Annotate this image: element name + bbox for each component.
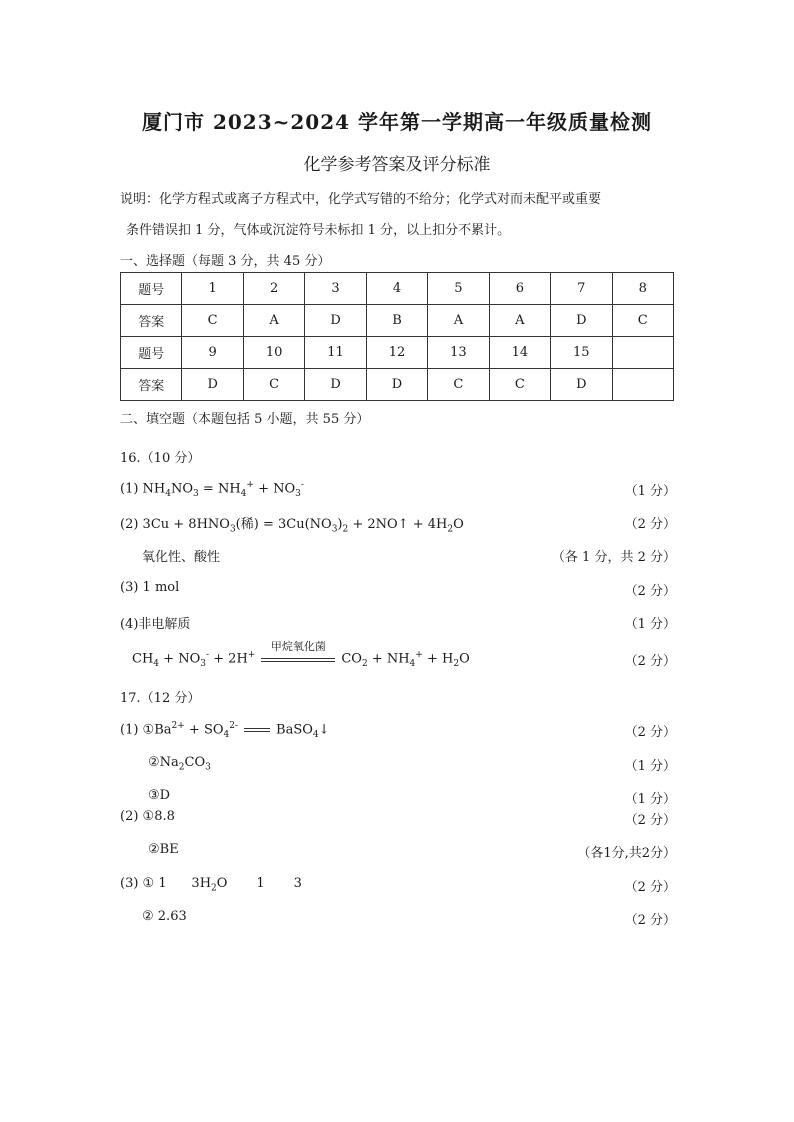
section-1-heading: 一、选择题（每题 3 分，共 45 分）: [120, 254, 331, 269]
q16-part4-score: （1 分）: [624, 617, 676, 632]
answer-table-cell: B: [366, 305, 427, 337]
answer-table-cell: C: [489, 369, 550, 401]
q17-part1c-score: （1 分）: [624, 792, 676, 807]
answer-table-cell: 12: [366, 337, 427, 369]
answer-table-cell: C: [182, 305, 243, 337]
answer-table-cell: D: [305, 369, 366, 401]
answer-table-cell: [612, 369, 674, 401]
answer-table-cell: C: [243, 369, 304, 401]
answer-table-row-label: 答案: [121, 369, 182, 401]
answer-table-row: [121, 273, 674, 305]
note-line-1: 说明：化学方程式或离子方程式中，化学式写错的不给分；化学式对而未配平或重要: [120, 192, 602, 207]
answer-table-cell: 15: [551, 337, 612, 369]
q16-part2b: 氧化性、酸性 （各 1 分，共 2 分）: [120, 546, 676, 566]
answer-table-cell: 10: [243, 337, 304, 369]
q17-part1b: $②Na_2CO_3$ （1 分）: [148, 755, 676, 774]
answer-table-row: [121, 305, 674, 337]
q16-part2b-score: （各 1 分，共 2 分）: [551, 550, 676, 565]
answer-table-cell: D: [182, 369, 243, 401]
answer-table-row-label: 答案: [121, 305, 182, 337]
answer-table-cell: D: [366, 369, 427, 401]
answer-table-row-label: 题号: [121, 337, 182, 369]
q17-part1b-score: （1 分）: [624, 759, 676, 774]
q17-part1-score: （2 分）: [624, 725, 676, 740]
answer-table-cell: 9: [182, 337, 243, 369]
q16-part1: (1) $NH_4NO_3 = NH_4^+ + NO_3^-$ （1 分）: [120, 480, 676, 499]
answer-table-cell: 13: [428, 337, 489, 369]
q16-part4: (4)非电解质 （1 分）: [120, 613, 676, 633]
answer-table-cell: 4: [366, 273, 427, 305]
q16-part3-score: （2 分）: [624, 584, 676, 599]
answer-table-cell: C: [428, 369, 489, 401]
q16-part2-score: （2 分）: [624, 517, 676, 532]
q17-part2b: ②BE （各1分,共2分）: [148, 842, 676, 861]
q17-part2b-score: （各1分,共2分）: [577, 846, 676, 861]
q17-part3: (3) ① 1 $3H_2O$ 1 3 （2 分）: [120, 876, 676, 895]
answer-table-cell: 14: [489, 337, 550, 369]
answer-table-cell: D: [305, 305, 366, 337]
q17-part1c: ③D （1 分）: [148, 788, 676, 807]
q16-part1-score: （1 分）: [624, 484, 676, 499]
answer-table-cell: D: [551, 369, 612, 401]
document-subtitle: 化学参考答案及评分标准: [303, 155, 491, 175]
answer-table: [120, 272, 674, 401]
answer-table-cell: 7: [551, 273, 612, 305]
answer-table-cell: A: [489, 305, 550, 337]
q17-part3b: ② 2.63 （2 分）: [142, 909, 676, 928]
answer-table-cell: A: [428, 305, 489, 337]
answer-table-cell: [612, 337, 674, 369]
answer-table-cell: A: [243, 305, 304, 337]
q17-part1: (1) $①Ba^{2+} + SO_4^{2-}$ BaSO$_4$↓ （2 分）: [120, 721, 676, 740]
document-title: 厦门市 2023~2024 学年第一学期高一年级质量检测: [141, 110, 652, 134]
q17-part3b-score: （2 分）: [624, 913, 676, 928]
q17-header: 17.（12 分）: [120, 691, 201, 706]
q16-part4b: $CH_4 + NO_3^- + 2H^+$ 甲烷氧化菌 $CO_2 + NH_4^+ + H_2O$ （2 分）: [132, 640, 676, 669]
section-2-heading: 二、填空题（本题包括 5 小题，共 55 分）: [120, 412, 370, 427]
answer-table-cell: 2: [243, 273, 304, 305]
note-line-2: 条件错误扣 1 分，气体或沉淀符号未标扣 1 分，以上扣分不累计。: [126, 223, 511, 238]
answer-table-cell: 11: [305, 337, 366, 369]
answer-table-cell: 6: [489, 273, 550, 305]
q17-part2: (2) ①8.8 （2 分）: [120, 809, 676, 828]
answer-table-row: [121, 369, 674, 401]
q16-part2: (2) $3Cu + 8HNO_3$(稀) = $3Cu(NO_3)_2$ + 2NO↑ + $4H_2O$ （2 分）: [120, 513, 676, 533]
answer-table-cell: 8: [612, 273, 674, 305]
q16-header: 16.（10 分）: [120, 451, 201, 466]
q16-part3: (3) 1 mol （2 分）: [120, 580, 676, 599]
q17-part3-score: （2 分）: [624, 880, 676, 895]
q17-part2-score: （2 分）: [624, 813, 676, 828]
q16-part4b-score: （2 分）: [624, 654, 676, 669]
answer-table-cell: D: [551, 305, 612, 337]
answer-table-cell: C: [612, 305, 674, 337]
answer-table-row-label: 题号: [121, 273, 182, 305]
answer-table-cell: 1: [182, 273, 243, 305]
answer-table-cell: 5: [428, 273, 489, 305]
reaction-condition: 甲烷氧化菌: [261, 652, 335, 662]
answer-table-cell: 3: [305, 273, 366, 305]
answer-table-row: [121, 337, 674, 369]
